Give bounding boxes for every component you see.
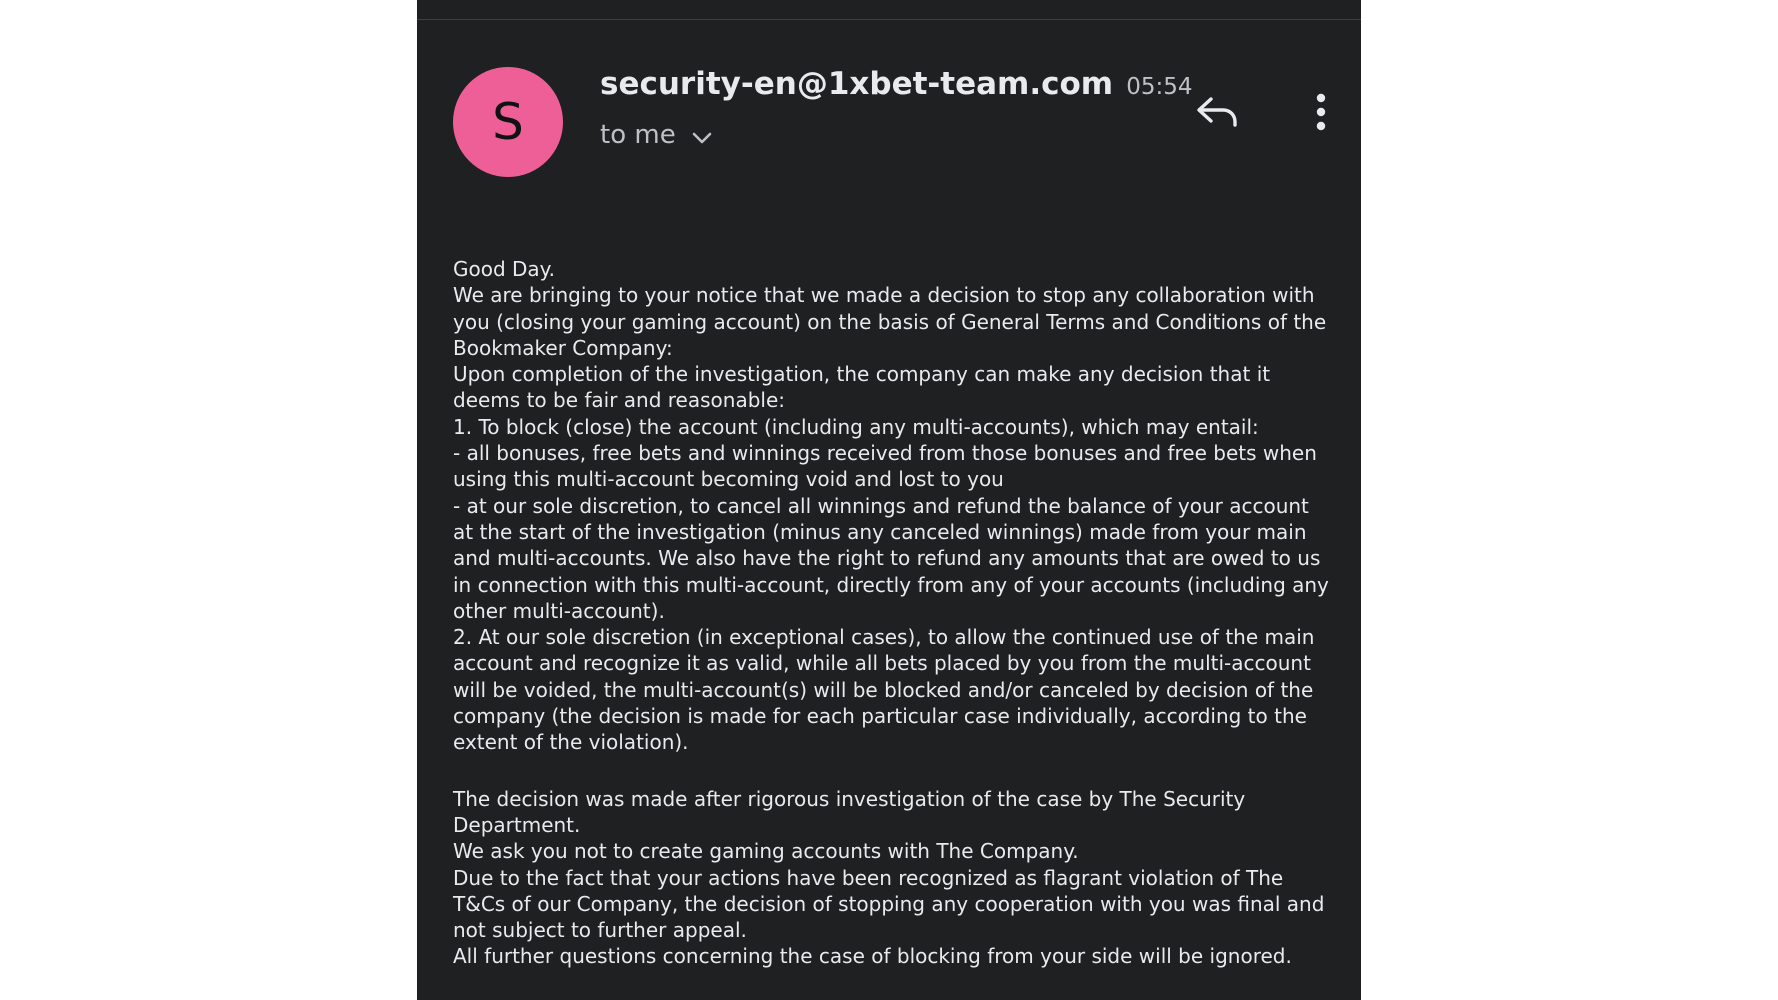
recipient-label: to me [600,120,676,150]
request-paragraph: We ask you not to create gaming accounts with The Company. [453,839,1079,864]
more-options-button[interactable] [1301,88,1341,136]
reply-button[interactable] [1189,88,1245,136]
email-view [417,0,1361,1000]
violation-paragraph: Due to the fact that your actions have been recognized as flagrant violation of The T&Cs of our Company, the decision of stopping any cooperation with you was final and not subject to further appeal. [453,865,1325,943]
point-2: 2. At our sole discretion (in exceptional cases), to allow the continued use of the main account and recognize it as valid, while all bets placed by you from the multi-account will be voided, the multi-account(s) will be blocked and/or canceled by decision of the company (the decision is made for each particular case individually, according to the extent of the violation). [453,625,1315,755]
decision-paragraph: The decision was made after rigorous investigation of the case by The Security Department. [453,786,1246,837]
point-1: 1. To block (close) the account (including any multi-accounts), which may entail: [453,414,1259,439]
point-1b: - at our sole discretion, to cancel all winnings and refund the balance of your account at the start of the investigation (minus any canceled winnings) made from your main and multi-accounts. We also have the right to refund any amounts that are owed to us in connection with this multi-account, directly from any of your accounts (including any other multi-account). [453,493,1329,623]
notice-paragraph: We are bringing to your notice that we made a decision to stop any collaboration with you (closing your gaming account) on the basis of General Terms and Conditions of the Bookmaker Company: [453,283,1327,360]
reply-icon [1195,95,1239,129]
closing-paragraph: All further questions concerning the case of blocking from your side will be ignored. [453,944,1292,969]
chevron-down-icon [692,131,712,145]
recipient-details-toggle[interactable] [600,120,712,150]
sender-avatar[interactable] [453,67,563,177]
more-vert-icon [1315,92,1327,132]
investigation-paragraph: Upon completion of the investigation, the company can make any decision that it deems to be fair and reasonable: [453,362,1271,413]
sender-line [600,66,1193,102]
sent-time: 05:54 [1126,74,1193,100]
top-divider [417,19,1361,20]
message-body [453,256,1333,970]
greeting: Good Day. [453,257,556,281]
point-1a: - all bonuses, free bets and winnings received from those bonuses and free bets when using this multi-account becoming void and lost to you [453,441,1317,492]
avatar-letter: S [492,93,524,151]
sender-email[interactable]: security-en@1xbet-team.com [600,66,1114,102]
